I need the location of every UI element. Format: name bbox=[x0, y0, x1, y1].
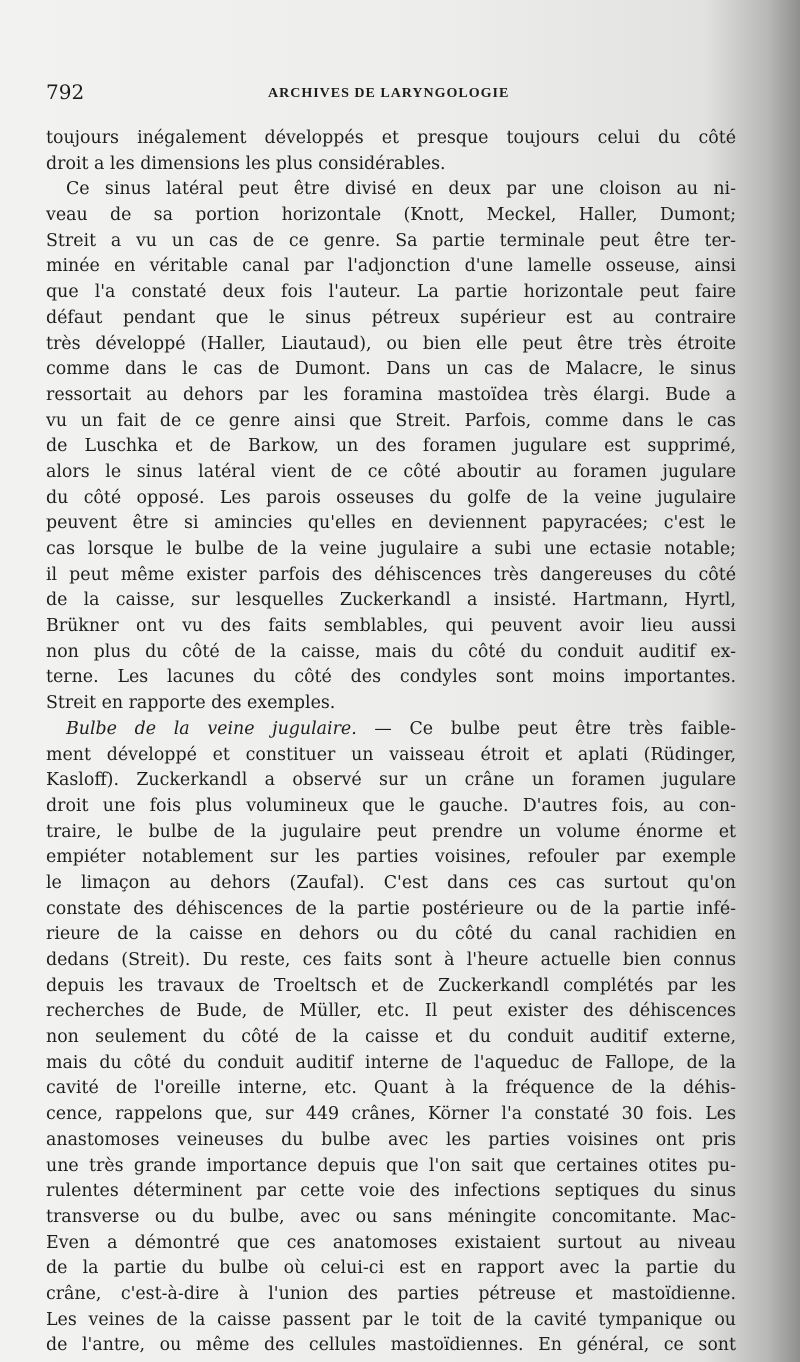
text-line: Kasloff). Zuckerkandl a observé sur un crâne un foramen jugulare bbox=[46, 770, 736, 791]
text-line: Les veines de la caisse passent par le toit de la cavité tympanique ou bbox=[46, 1309, 736, 1330]
text-line: empiéter notablement sur les parties voisines, refouler par exemple bbox=[46, 847, 736, 868]
text-line: alors le sinus latéral vient de ce côté aboutir au foramen jugulare bbox=[46, 461, 736, 482]
page-number: 792 bbox=[46, 80, 85, 104]
text-line: Streit a vu un cas de ce genre. Sa partie terminale peut être ter- bbox=[46, 230, 736, 251]
text-line: constate des déhiscences de la partie postérieure ou de la partie infé- bbox=[46, 898, 736, 919]
text-line: ressortait au dehors par les foramina mastoïdea très élargi. Bude a bbox=[46, 384, 736, 405]
section-heading-line bbox=[46, 717, 736, 743]
text-line: cence, rappelons que, sur 449 crânes, Körner l'a constaté 30 fois. Les bbox=[46, 1104, 736, 1125]
section-heading-continuation: — Ce bulbe peut être très faible- bbox=[356, 718, 736, 739]
text-line: veau de sa portion horizontale (Knott, Meckel, Haller, Dumont; bbox=[46, 205, 736, 226]
text-line: mais du côté du conduit auditif interne de l'aqueduc de Fallope, de la bbox=[46, 1052, 736, 1073]
page-header bbox=[46, 80, 736, 110]
text-line: depuis les travaux de Troeltsch et de Zuckerkandl complétés par les bbox=[46, 975, 736, 996]
text-line: de la caisse, sur lesquelles Zuckerkandl a insisté. Hartmann, Hyrtl, bbox=[46, 590, 736, 611]
running-head: ARCHIVES DE LARYNGOLOGIE bbox=[268, 86, 510, 101]
body-text bbox=[46, 126, 736, 1359]
text-line: comme dans le cas de Dumont. Dans un cas de Malacre, le sinus bbox=[46, 359, 736, 380]
text-line: du côté opposé. Les parois osseuses du golfe de la veine jugulaire bbox=[46, 487, 736, 508]
text-line: non plus du côté de la caisse, mais du côté du conduit auditif ex- bbox=[46, 641, 736, 662]
text-line: cas lorsque le bulbe de la veine jugulaire a subi une ectasie notable; bbox=[46, 539, 736, 559]
text-line: défaut pendant que le sinus pétreux supérieur est au contraire bbox=[46, 307, 736, 328]
text-line: cavité de l'oreille interne, etc. Quant à la fréquence de la déhis- bbox=[46, 1078, 736, 1099]
text-line: droit une fois plus volumineux que le gauche. D'autres fois, au con- bbox=[46, 795, 736, 816]
text-line: Streit en rapporte des exemples. bbox=[46, 693, 336, 714]
section-heading: Bulbe de la veine jugulaire. bbox=[66, 718, 357, 739]
text-line: le limaçon au dehors (Zaufal). C'est dans ces cas surtout qu'on bbox=[46, 872, 736, 893]
text-line: crâne, c'est-à-dire à l'union des parties pétreuse et mastoïdienne. bbox=[46, 1283, 736, 1304]
text-line: rieure de la caisse en dehors ou du côté du canal rachidien en bbox=[46, 924, 736, 945]
text-line: anastomoses veineuses du bulbe avec les parties voisines ont pris bbox=[46, 1129, 736, 1150]
text-line: de l'antre, ou même des cellules mastoïdiennes. En général, ce sont bbox=[46, 1335, 736, 1356]
text-line: minée en véritable canal par l'adjonction d'une lamelle osseuse, ainsi bbox=[46, 256, 736, 277]
text-line: ment développé et constituer un vaisseau étroit et aplati (Rüdinger, bbox=[46, 744, 736, 765]
text-line: très développé (Haller, Liautaud), ou bien elle peut être très étroite bbox=[46, 333, 736, 354]
text-line: recherches de Bude, de Müller, etc. Il peut exister des déhiscences bbox=[46, 1001, 736, 1022]
text-line: peuvent être si amincies qu'elles en deviennent papyracées; c'est le bbox=[46, 513, 736, 534]
text-line: non seulement du côté de la caisse et du conduit auditif externe, bbox=[46, 1027, 736, 1048]
text-line: Brükner ont vu des faits semblables, qui peuvent avoir lieu aussi bbox=[46, 616, 736, 637]
text-line: de Luschka et de Barkow, un des foramen jugulare est supprimé, bbox=[46, 436, 736, 457]
text-line: traire, le bulbe de la jugulaire peut prendre un volume énorme et bbox=[46, 821, 736, 842]
text-line: terne. Les lacunes du côté des condyles sont moins importantes. bbox=[46, 667, 736, 688]
text-line: de la partie du bulbe où celui-ci est en rapport avec la partie du bbox=[46, 1258, 736, 1279]
text-line: dedans (Streit). Du reste, ces faits sont à l'heure actuelle bien connus bbox=[46, 950, 736, 970]
text-line: rulentes déterminent par cette voie des infections septiques du sinus bbox=[46, 1181, 736, 1202]
text-line: Ce sinus latéral peut être divisé en deux par une cloison au ni- bbox=[66, 179, 736, 200]
text-line: Even a démontré que ces anatomoses existaient surtout au niveau bbox=[46, 1232, 736, 1253]
text-line: vu un fait de ce genre ainsi que Streit. Parfois, comme dans le cas bbox=[46, 410, 736, 431]
text-line: que l'a constaté deux fois l'auteur. La partie horizontale peut faire bbox=[46, 282, 736, 303]
text-line: transverse ou du bulbe, avec ou sans méningite concomitante. Mac- bbox=[46, 1206, 736, 1227]
text-line: une très grande importance depuis que l'on sait que certaines otites pu- bbox=[46, 1155, 736, 1176]
text-line: droit a les dimensions les plus considérables. bbox=[46, 153, 446, 174]
text-line: il peut même exister parfois des déhiscences très dangereuses du côté bbox=[46, 564, 736, 585]
text-line: toujours inégalement développés et presque toujours celui du côté bbox=[46, 128, 736, 148]
